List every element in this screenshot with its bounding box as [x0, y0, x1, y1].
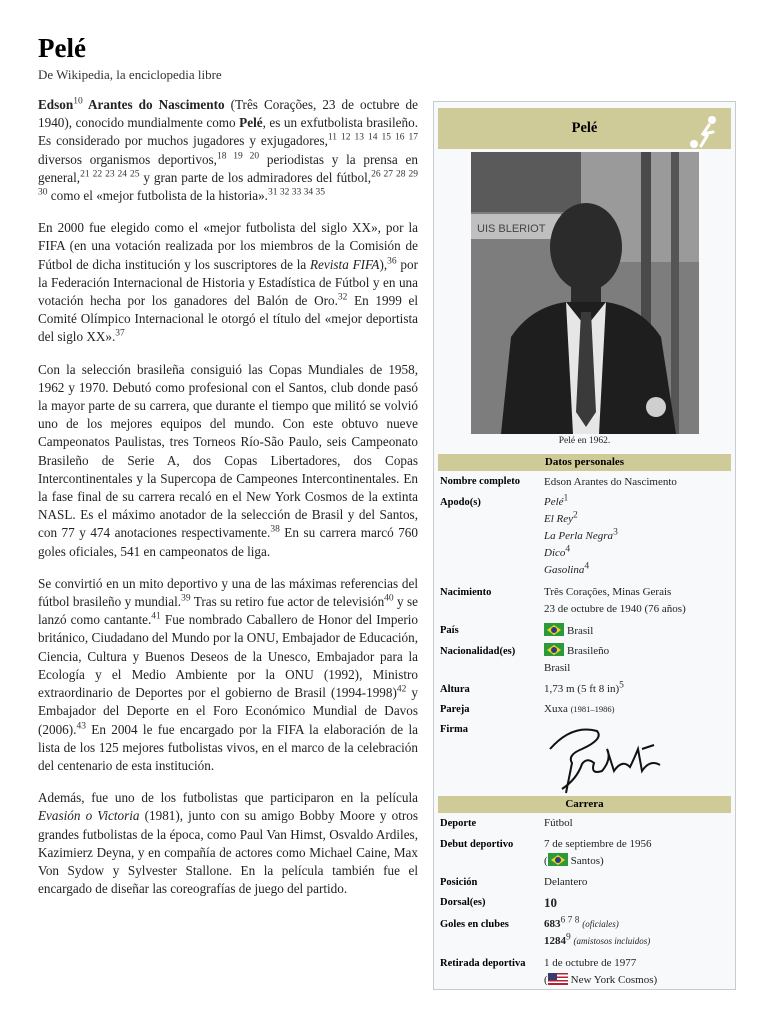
photo-sign-text: UIS BLERIOT [477, 223, 546, 235]
text-span: (1981), junto con su amigo Bobby Moore y otros grandes futbolistas de la época, como Paul Van Himst, Osvaldo Ardiles, Kazimierz Deyna, y en compañía de actores como Michael Caine, Max Von Sydow y Sylvester Stallone. En la película también fue el encargado de diseñar las coreografías de juego del partido. [38, 808, 419, 897]
nickname: La Perla Negra [544, 530, 614, 542]
value-retired: 1 de octubre de 1977 ( New York Cosmos) [544, 957, 658, 986]
ref-10[interactable]: 10 [73, 96, 83, 107]
label-sport: Deporte [440, 818, 477, 829]
paragraph-awards [38, 219, 418, 346]
text-span: Con la selección brasileña consiguió las Copas Mundiales de 1958, 1962 y 1970. Debutó como profesional con el Santos, club donde pasó la mayor parte de su carrera, que durante el tiempo que militó se volvió uno de los mejores equipos del mundo. Con este obtuvo nueve Campeonatos Paulistas, tres Torneos Río-São Paulo, seis Campeonato Brasileño de Serie A, dos Copas Libertadores, dos Copas Intercontinentales y la Supercopa de Campeones Intercontinentales. En la fase final de su carrera recaló en el New York Cosmos de la extinta NASL. Es el máximo anotador de la selección de Brasil y del Santos, con 77 y 474 anotaciones respectivamente. [38, 361, 418, 541]
label-nationality: Nacionalidad(es) [440, 646, 516, 657]
value-height [544, 681, 624, 698]
goals-total-note: (amistosos incluidos) [573, 936, 651, 946]
ref-group[interactable]: 11 12 13 14 15 16 17 [327, 133, 418, 144]
goals-official: 683 [544, 918, 561, 930]
ref-43[interactable]: 43 [76, 721, 86, 732]
ref-group[interactable]: 18 19 20 [216, 151, 260, 162]
label-height: Altura [440, 684, 470, 695]
label-goals: Goles en clubes [440, 919, 509, 930]
ref-4[interactable]: 4 [584, 561, 590, 572]
paragraph-film [38, 789, 418, 898]
ref-36[interactable]: 36 [387, 256, 397, 267]
page-title: Pelé [38, 33, 86, 63]
article-body [38, 96, 418, 912]
label-full-name: Nombre completo [440, 476, 520, 487]
nationality-text[interactable]: Brasileño [567, 645, 610, 657]
brazil-flag-icon [544, 623, 564, 636]
text-span: y gran parte de los admiradores del fútbol, [139, 169, 372, 185]
player-photo[interactable] [471, 152, 699, 434]
value-position[interactable]: Delantero [544, 876, 588, 888]
section-career: Carrera [438, 796, 731, 813]
infobox-title-text: Pelé [571, 120, 598, 136]
italic-revista-fifa: Revista FIFA [310, 256, 380, 272]
label-partner: Pareja [440, 704, 470, 715]
label-birth: Nacimiento [440, 587, 492, 598]
ref-group[interactable]: 21 22 23 24 25 [80, 169, 140, 180]
bold-name-first: Edson [38, 97, 74, 112]
infobox-title [438, 108, 731, 149]
text-span: Además, fue uno de los futbolistas que participaron en la película [38, 790, 418, 806]
ref-2[interactable]: 2 [573, 510, 578, 521]
label-retired: Retirada deportiva [440, 958, 526, 969]
bold-name-rest: Arantes do Nascimento [82, 97, 225, 112]
text-span: periodistas y la prensa en general, [38, 151, 418, 185]
label-number: Dorsal(es) [440, 897, 486, 908]
text-span: como el «mejor futbolista de la historia». [47, 188, 268, 204]
ref-4[interactable]: 4 [565, 544, 571, 555]
partner-years: (1981–1986) [570, 704, 615, 714]
photo-illustration [471, 152, 699, 434]
label-debut: Debut deportivo [440, 839, 514, 850]
value-goals [544, 916, 650, 950]
ref-41[interactable]: 41 [151, 611, 161, 622]
value-nationality [544, 643, 609, 677]
country-text[interactable]: Brasil [567, 625, 594, 637]
text-span: diversos organismos deportivos, [38, 151, 217, 167]
ref-3[interactable]: 3 [613, 527, 618, 538]
nickname: Dico [544, 547, 566, 559]
nickname: El Rey [544, 513, 574, 525]
brazil-flag-icon [548, 853, 568, 866]
text-span: En su carrera marcó 760 goles oficiales, 541 en campeonatos de liga. [38, 525, 418, 559]
ref-38[interactable]: 38 [270, 525, 280, 536]
paragraph-intro [38, 96, 418, 205]
ref-group[interactable]: 6 7 8 [560, 915, 580, 926]
ref-32[interactable]: 32 [337, 292, 348, 303]
birth-place: Três Corações, Minas Gerais [544, 586, 672, 598]
value-sport[interactable]: Fútbol [544, 817, 573, 829]
value-birth [544, 584, 686, 618]
ref-5[interactable]: 5 [619, 680, 624, 691]
football-player-icon [685, 112, 725, 152]
text-span: y Embajador del Deporte en el Foro Económico Mundial de Davos (2006). [38, 685, 419, 737]
nickname: Gasolina [544, 564, 585, 576]
height-text: 1,73 m (5 ft 8 in) [544, 683, 620, 695]
label-country: País [440, 625, 459, 636]
label-nicknames: Apodo(s) [440, 497, 481, 508]
page-subtitle: De Wikipedia, la enciclopedia libre [38, 67, 222, 82]
debut-club[interactable]: Santos [570, 855, 601, 867]
text-span: y se lanzó como cantante. [38, 594, 419, 628]
bold-pele: Pelé [239, 115, 263, 131]
birth-date: 23 de octubre de 1940 (76 años) [544, 603, 686, 615]
photo-caption: Pelé en 1962. [558, 436, 611, 446]
section-personal-data: Datos personales [438, 454, 731, 471]
text-span: ), [379, 256, 388, 272]
partner-name[interactable]: Xuxa [544, 703, 568, 715]
text-span: En 2000 fue elegido como el «mejor futbolista del siglo XX», por la FIFA (en una votación realizada por los miembros de la Comisión de Fútbol de dicha institución y los suscriptores de la [38, 220, 418, 272]
text-span: Se convirtió en un mito deportivo y una de las máximas referencias del fútbol brasileño y mundial. [38, 575, 418, 610]
value-partner [544, 701, 615, 718]
label-signature: Firma [440, 724, 468, 735]
paragraph-career [38, 361, 418, 561]
value-country [544, 623, 593, 640]
ref-39[interactable]: 39 [181, 593, 191, 604]
ref-group[interactable]: 31 32 33 34 35 [267, 187, 325, 198]
text-span: por la Federación Internacional de Historia y Estadística de Fútbol y en una votación hecha por los ganadores del Balón de Oro. [38, 256, 419, 309]
italic-film-title: Evasión o Victoria [38, 808, 140, 824]
text-span: Fue nombrado Caballero de Honor del Imperio británico, Ciudadano del Mundo por la ONU, Embajador de Educación, Ciencia, Cultura y Buenos Deseos de la Unesco, Embajador para la Ecología y el Medio Ambiente por la ONU (1992), Ministro extraordinario de Deportes por el gobierno de Brasil (1994-1998) [38, 612, 418, 701]
ref-group[interactable]: 26 27 28 29 30 [38, 169, 419, 198]
text-span: Tras su retiro fue actor de televisión [190, 594, 385, 610]
ref-42[interactable]: 42 [396, 684, 407, 695]
value-number: 10 [544, 895, 557, 910]
value-full-name: Edson Arantes do Nascimento [544, 476, 677, 488]
signature-image [542, 719, 672, 797]
retired-date: 1 de octubre de 1977 [544, 957, 637, 969]
label-position: Posición [440, 877, 478, 888]
usa-flag-icon [548, 973, 568, 985]
brazil-flag-icon [544, 643, 564, 656]
ref-1[interactable]: 1 [563, 493, 569, 504]
text-span: En 1999 el Comité Olímpico Internacional le otorgó el título del «mejor deportista del siglo XX». [38, 293, 418, 345]
debut-date: 7 de septiembre de 1956 [544, 838, 652, 850]
ref-9[interactable]: 9 [566, 932, 571, 943]
retired-club[interactable]: New York Cosmos [570, 974, 654, 986]
text-span: (Três Corações, 23 de octubre de 1940), conocido mundialmente como [38, 97, 418, 131]
goals-official-note: (oficiales) [582, 919, 619, 929]
paragraph-legacy [38, 575, 418, 775]
text-span: , es un exfutbolista brasileño. Es considerado por muchos jugadores y exjugadores, [38, 115, 418, 149]
ref-40[interactable]: 40 [384, 593, 394, 604]
value-debut: 7 de septiembre de 1956 ( Santos) [544, 838, 652, 867]
ref-37[interactable]: 37 [115, 329, 125, 340]
infobox [433, 101, 736, 990]
nationality-country: Brasil [544, 662, 571, 674]
value-nicknames [544, 494, 618, 579]
nickname: Pelé [544, 496, 564, 508]
text-span: En 2004 le fue encargado por la FIFA la elaboración de la lista de los 125 mejores futbolistas vivos, en el marco de la celebración del centenario de esta institución. [38, 721, 418, 773]
goals-total: 1284 [544, 935, 566, 947]
